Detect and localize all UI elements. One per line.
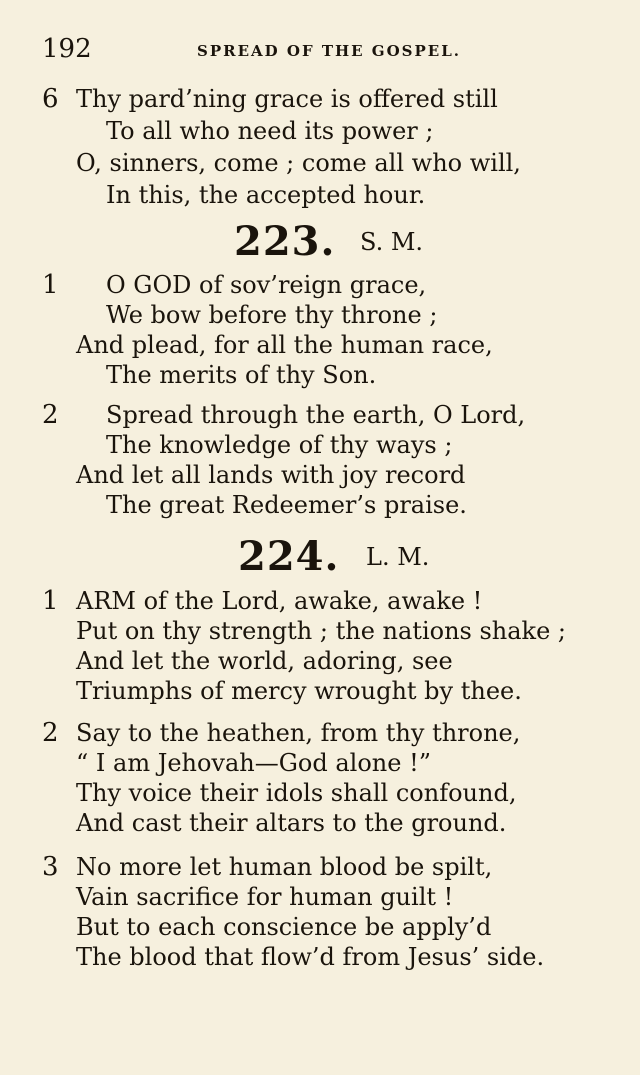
hymn-meter: L. M. [366, 543, 430, 571]
verse-line: But to each conscience be apply’d [76, 913, 492, 941]
stanza-number: 1 [42, 586, 59, 616]
verse-line: Put on thy strength ; the nations shake ; [76, 617, 567, 645]
stanza-number: 6 [42, 84, 59, 114]
verse-line: “ I am Jehovah—God alone !” [76, 749, 432, 777]
hymn-meter: S. M. [360, 228, 424, 256]
hymn-224-heading [0, 533, 640, 580]
verse-line: No more let human blood be spilt, [76, 853, 493, 881]
verse-line: The blood that flow’d from Jesus’ side. [76, 943, 545, 971]
verse-line: And let all lands with joy record [76, 461, 466, 489]
verse-line: O, sinners, come ; come all who will, [76, 149, 521, 177]
verse-line: And plead, for all the human race, [76, 331, 493, 359]
verse-line: Triumphs of mercy wrought by thee. [76, 677, 522, 705]
verse-line: O GOD of sov’reign grace, [106, 271, 427, 299]
verse-line: Thy voice their idols shall confound, [76, 779, 517, 807]
stanza-number: 1 [42, 270, 59, 300]
running-head: SPREAD OF THE GOSPEL. [197, 42, 461, 60]
verse-line: In this, the accepted hour. [106, 181, 426, 209]
hymn-223-heading [0, 218, 640, 265]
verse-line: And let the world, adoring, see [76, 647, 453, 675]
hymn-number: 223. [234, 218, 336, 265]
verse-line: Spread through the earth, O Lord, [106, 401, 526, 429]
page-header [42, 34, 600, 64]
verse-line: And cast their altars to the ground. [76, 809, 507, 837]
hymn-number: 224. [238, 533, 340, 580]
verse-line: Say to the heathen, from thy throne, [76, 719, 521, 747]
stanza-number: 2 [42, 400, 59, 430]
stanza-number: 2 [42, 718, 59, 748]
verse-line: The knowledge of thy ways ; [106, 431, 453, 459]
page-number: 192 [42, 34, 92, 64]
verse-line: Thy pard’ning grace is offered still [76, 85, 498, 113]
verse-line: The great Redeemer’s praise. [106, 491, 467, 519]
verse-line: ARM of the Lord, awake, awake ! [76, 587, 483, 615]
verse-line: Vain sacrifice for human guilt ! [76, 883, 454, 911]
stanza-number: 3 [42, 852, 59, 882]
verse-line: To all who need its power ; [106, 117, 434, 145]
verse-line: The merits of thy Son. [106, 361, 377, 389]
verse-line: We bow before thy throne ; [106, 301, 438, 329]
